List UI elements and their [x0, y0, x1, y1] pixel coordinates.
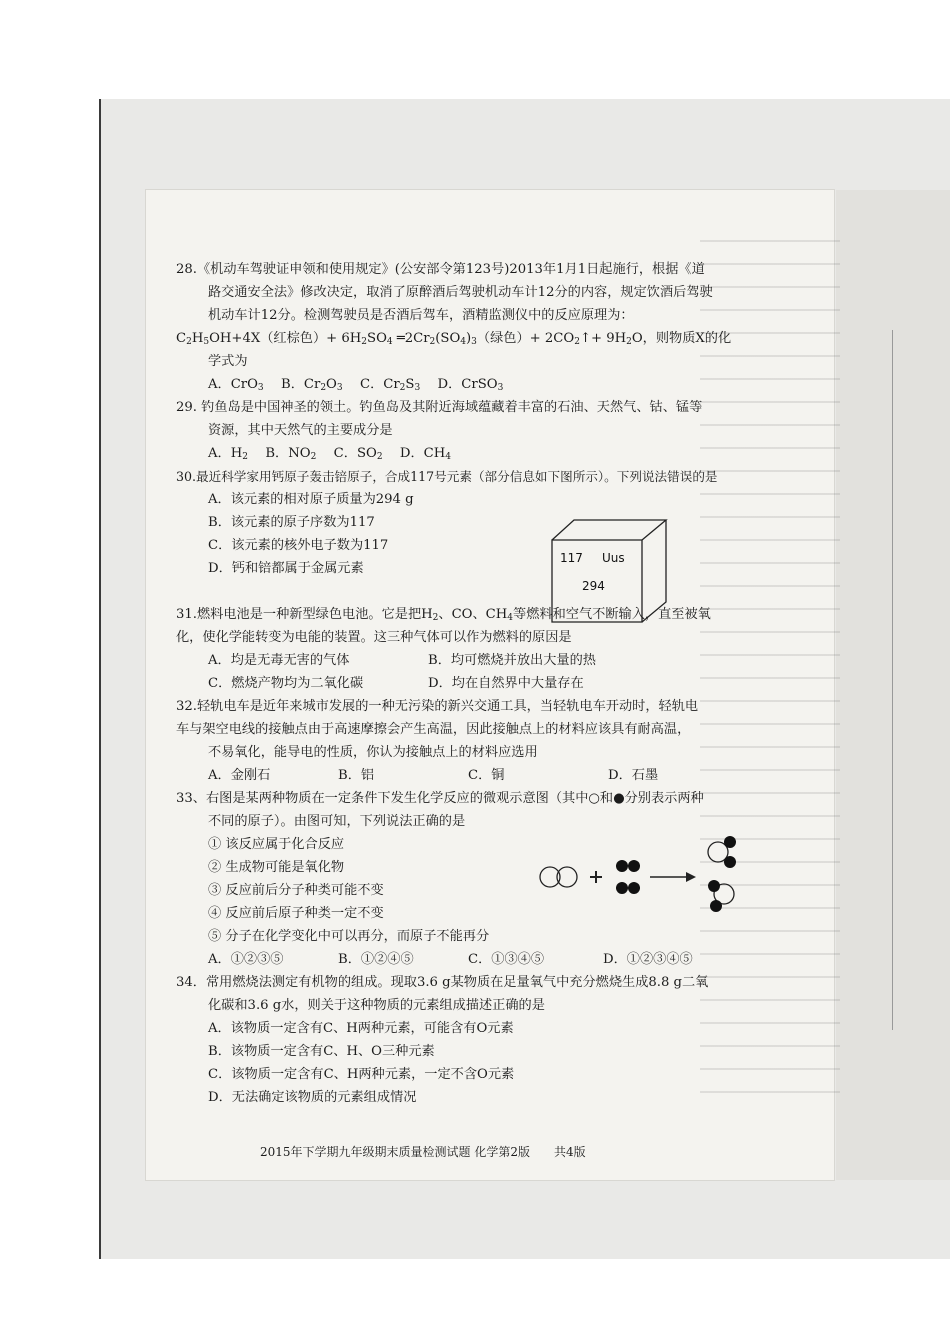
- questions: [176, 258, 776, 1109]
- cube-atomic-number: 117: [560, 551, 583, 565]
- q34-option-c: C．该物质一定含有C、H两种元素，一定不含O元素: [208, 1067, 515, 1082]
- q31-line-2: 化，使化学能转变为电能的装置。这三种气体可以作为燃料的原因是: [176, 630, 572, 645]
- reactant-black-atom-2: [628, 860, 640, 872]
- q33-option-d: D．①②③④⑤: [603, 952, 693, 967]
- question-31: [176, 603, 776, 695]
- cube-atomic-mass: 294: [582, 579, 605, 593]
- q32-line-3: 不易氧化，能导电的性质，你认为接触点上的材料应选用: [208, 745, 538, 760]
- q34-line-2: 化碳和3.6 g水，则关于这种物质的元素组成描述正确的是: [208, 998, 545, 1013]
- element-cube-figure: [550, 518, 670, 624]
- reaction-diagram: [536, 832, 746, 918]
- q33-option-c: C．①③④⑤: [468, 952, 545, 967]
- q32-option-a: A．金刚石: [208, 768, 271, 783]
- cube-element-symbol: Uus: [602, 551, 625, 565]
- q33-line-1: 33、右图是某两种物质在一定条件下发生化学反应的微观示意图（其中○和●分别表示两种: [176, 791, 704, 806]
- q31-option-c: C．燃烧产物均为二氧化碳: [208, 676, 364, 691]
- q29-line-1: 29. 钓鱼岛是中国神圣的领土。钓鱼岛及其附近海域蕴藏着丰富的石油、天然气、钴、锰等: [176, 400, 703, 415]
- q28-equation: $C_2H_5OH+4X$（红棕色）+ $6H_2SO_4$ $═2Cr_2(SO_4)_3$（绿色）+ $2CO_2↑+ 9H_2O$，则物质X的化: [176, 331, 732, 347]
- page-footer: 2015年下学期九年级期末质量检测试题 化学第2版 共4版: [260, 1145, 586, 1159]
- spacer: [176, 580, 776, 603]
- q34-option-d: D．无法确定该物质的元素组成情况: [208, 1090, 417, 1105]
- q28-line-3: 机动车计12分。检测驾驶员是否酒后驾车，酒精监测仪中的反应原理为：: [208, 308, 634, 323]
- q33-statement-3: ③ 反应前后分子种类可能不变: [208, 883, 384, 898]
- question-29: [176, 396, 776, 465]
- q30-stem: 30.最近科学家用钙原子轰击锫原子，合成117号元素（部分信息如下图所示）。下列说法错误的是: [176, 469, 718, 484]
- q30-option-c: C．该元素的核外电子数为117: [208, 538, 389, 553]
- q32-line-1: 32.轻轨电车是近年来城市发展的一种无污染的新兴交通工具，当轻轨电车开动时，轻轨电: [176, 699, 699, 714]
- q33-options: [176, 948, 776, 971]
- cube-top-face: [552, 520, 666, 540]
- q28-options: A．CrO$_3$ B．$Cr_2O_3$ C．$Cr_2S_3$ D．CrSO$_3$: [208, 377, 504, 393]
- q29-line-2: 资源，其中天然气的主要成分是: [208, 423, 393, 438]
- arrow: [650, 872, 696, 882]
- reactant-black-atom-1: [616, 860, 628, 872]
- q34-option-a: A．该物质一定含有C、H两种元素，可能含有O元素: [208, 1021, 514, 1036]
- q31-options-row-2: [176, 672, 776, 695]
- q31-line-1: 31.燃料电池是一种新型绿色电池。它是把$H_2$、CO、$CH_4$等燃料和空气不断输入，直至被氧: [176, 607, 711, 623]
- cube-side-face: [642, 520, 666, 622]
- q33-statement-5: ⑤ 分子在化学变化中可以再分，而原子不能再分: [208, 929, 490, 944]
- q31-option-b: B．均可燃烧并放出大量的热: [428, 653, 596, 668]
- reactant-black-atom-3: [616, 882, 628, 894]
- q33-statement-2: ② 生成物可能是氧化物: [208, 860, 345, 875]
- q28-line-1: 28.《机动车驾驶证申领和使用规定》(公安部令第123号)2013年1月1日起施行，根据《道: [176, 262, 705, 277]
- q30-option-a: A．该元素的相对原子质量为294 g: [208, 492, 414, 507]
- q30-option-d: D．钙和锫都属于金属元素: [208, 561, 364, 576]
- product-molecule-1: [708, 836, 736, 868]
- question-32: [176, 695, 776, 787]
- q33-option-a: A．①②③⑤: [208, 952, 284, 967]
- q33-statement-1: ① 该反应属于化合反应: [208, 837, 345, 852]
- q33-line-2: 不同的原子）。由图可知，下列说法正确的是: [208, 814, 466, 829]
- q30-option-b: B．该元素的原子序数为117: [208, 515, 375, 530]
- q28-line-2: 路交通安全法》修改决定，取消了原醉酒后驾驶机动车计12分的内容，规定饮酒后驾驶: [208, 285, 713, 300]
- q33-statement-4: ④ 反应前后原子种类一定不变: [208, 906, 384, 921]
- q32-line-2: 车与架空电线的接触点由于高速摩擦会产生高温，因此接触点上的材料应该具有耐高温，: [176, 722, 691, 737]
- question-28: [176, 258, 776, 396]
- q34-option-b: B．该物质一定含有C、H、O三种元素: [208, 1044, 435, 1059]
- q34-line-1: 34．常用燃烧法测定有机物的组成。现取3.6 g某物质在足量氧气中充分燃烧生成8.8 g二氧: [176, 975, 709, 990]
- question-30: [176, 465, 776, 603]
- reactant-black-atom-4: [628, 882, 640, 894]
- q28-line-4: 学式为: [208, 354, 248, 369]
- q31-option-a: A．均是无毒无害的气体: [208, 653, 350, 668]
- q31-option-d: D．均在自然界中大量存在: [428, 676, 584, 691]
- question-34: [176, 971, 776, 1109]
- adjacent-page-text: [872, 410, 912, 970]
- plus-sign: [590, 871, 602, 883]
- q32-option-b: B．铝: [338, 768, 375, 783]
- q31-options-row-1: [176, 649, 776, 672]
- q32-options: [176, 764, 776, 787]
- product-molecule-2: [708, 880, 734, 912]
- q29-options: A．$H_2$ B．$NO_2$ C．$SO_2$ D．$CH_4$: [208, 446, 452, 462]
- q32-option-c: C．铜: [468, 768, 505, 783]
- q33-option-b: B．①②④⑤: [338, 952, 414, 967]
- q32-option-d: D．石墨: [608, 768, 659, 783]
